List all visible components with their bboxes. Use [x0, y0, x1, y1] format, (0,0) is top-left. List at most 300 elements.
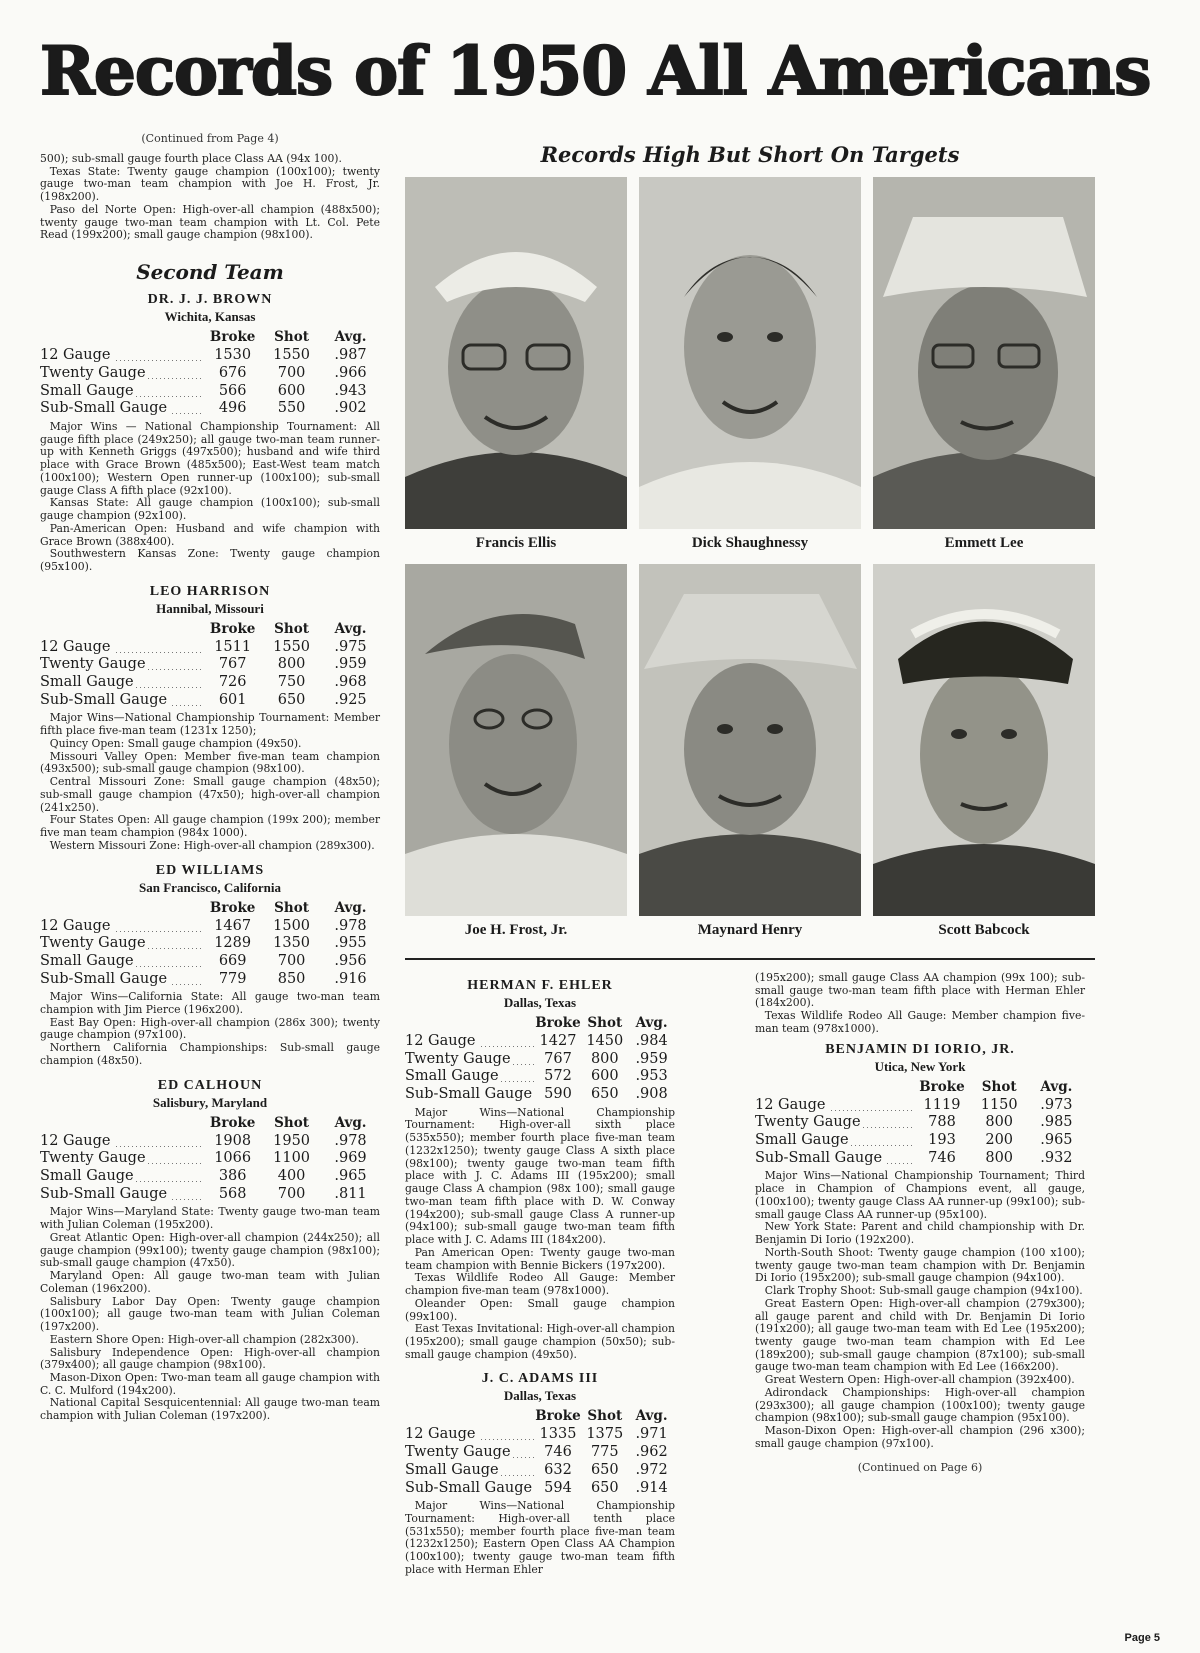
broke-header: Broke — [209, 620, 256, 637]
stats-table — [405, 1408, 675, 1497]
photo-card — [405, 177, 627, 558]
record-paragraph: Northern California Championships: Sub-small gauge champion (48x50). — [40, 1041, 380, 1067]
shooter-record-adams — [405, 1371, 675, 1576]
gauge-label: Sub-Small Gauge — [40, 400, 168, 417]
gauge-header — [405, 1015, 535, 1033]
shot-header: Shot — [274, 1114, 309, 1131]
intro-paragraph: Texas State: Twenty gauge champion (100x100); twenty gauge two-man team champion with Joe H. Frost, Jr. (198x200). — [40, 164, 380, 204]
gauge-cell — [40, 400, 203, 418]
shot-cell: 775 — [590, 1444, 619, 1461]
gauge-cell — [40, 1168, 203, 1186]
avg-cell: .959 — [334, 656, 367, 673]
record-paragraph: Texas Wildlife Rodeo All Gauge: Member champion five-man team (978x1000). — [405, 1271, 675, 1298]
broke-cell: 193 — [928, 1132, 956, 1149]
gauge-label: Twenty Gauge — [405, 1444, 511, 1461]
stats-header-row — [40, 621, 380, 639]
record-paragraph: Great Western Open: High-over-all champion (392x400). — [764, 1373, 1075, 1387]
record-paragraph: Central Missouri Zone: Small gauge champion (48x50); sub-small gauge champion (47x50); high-over-all champion (241x250). — [40, 775, 380, 814]
shooter-location: Wichita, Kansas — [164, 309, 256, 325]
portrait-illustration — [405, 177, 627, 529]
broke-header: Broke — [535, 1015, 581, 1031]
shot-cell: 650 — [277, 691, 306, 708]
gauge-label: Sub-Small Gauge — [755, 1149, 883, 1166]
photo-card — [405, 564, 627, 945]
shot-cell: 1375 — [586, 1426, 624, 1443]
portrait-photo — [873, 177, 1095, 529]
page-number: Page 5 — [1124, 1632, 1160, 1644]
stats-row — [40, 656, 380, 674]
stats-row — [40, 639, 380, 657]
gauge-cell — [40, 692, 203, 710]
gauge-cell — [40, 1133, 203, 1151]
gauge-label: Small Gauge — [405, 1068, 499, 1085]
avg-cell: .943 — [334, 382, 367, 399]
bottom-middle-column — [405, 972, 675, 1587]
broke-cell: 779 — [218, 970, 247, 987]
gauge-cell — [405, 1033, 535, 1051]
gauge-label: Twenty Gauge — [40, 656, 146, 673]
shooter-location: Salisbury, Maryland — [152, 1094, 268, 1110]
gauge-header — [405, 1408, 535, 1426]
photo-caption: Dick Shaughnessy — [691, 535, 809, 551]
stats-row — [40, 383, 380, 401]
avg-cell: .987 — [334, 347, 367, 364]
photo-caption: Francis Ellis — [475, 535, 557, 551]
record-paragraph: Eastern Shore Open: High-over-all champion (282x300). — [49, 1332, 359, 1346]
shooter-name: ED CALHOUN — [157, 1077, 263, 1093]
record-paragraph: Major Wins—California State: All gauge two-man team champion with Jim Pierce (196x200). — [40, 990, 380, 1017]
portrait-illustration — [405, 564, 627, 916]
broke-cell: 601 — [218, 691, 247, 708]
gauge-cell — [405, 1480, 535, 1498]
record-paragraph: New York State: Parent and child championship with Dr. Benjamin Di Iorio (192x200). — [755, 1220, 1085, 1247]
stats-row — [40, 971, 380, 989]
stats-header-row — [405, 1408, 675, 1426]
photo-caption: Emmett Lee — [944, 535, 1024, 551]
avg-cell: .962 — [635, 1444, 668, 1461]
shot-cell: 800 — [985, 1114, 1014, 1131]
stats-header-row — [40, 1115, 380, 1133]
shooter-record-diorio — [755, 1042, 1085, 1451]
stats-row — [755, 1132, 1085, 1150]
shot-cell: 800 — [985, 1149, 1014, 1166]
shot-cell: 700 — [277, 364, 306, 381]
shooter-name: J. C. ADAMS III — [481, 1371, 599, 1387]
photo-card — [873, 177, 1095, 558]
shot-cell: 650 — [590, 1461, 619, 1478]
gauge-cell — [40, 953, 203, 971]
record-paragraph: Great Eastern Open: High-over-all champion (279x300); all gauge parent and child with Dr. Benjamin Di Iorio (191x200); all gauge two-man team with Ed Lee (195x200); twenty gauge two-man team champion with Ed Lee (189x200); sub-small gauge champion (87x100); sub-small gauge two-man team champion with Ed Lee (166x200). — [755, 1296, 1085, 1374]
gauge-label: Small Gauge — [40, 674, 134, 691]
shot-cell: 1100 — [273, 1150, 311, 1167]
photo-section-title: Records High But Short On Targets — [540, 142, 960, 167]
intro-paragraph: 500); sub-small gauge fourth place Class AA (94x 100). — [40, 152, 342, 165]
portrait-illustration — [639, 564, 861, 916]
record-paragraph: Great Atlantic Open: High-over-all champion (244x250); all gauge champion (99x100); twenty gauge champion (98x100); sub-small gauge champion (47x50). — [40, 1230, 380, 1270]
broke-cell: 676 — [218, 364, 247, 381]
gauge-label: Twenty Gauge — [40, 1150, 146, 1167]
broke-cell: 590 — [544, 1086, 572, 1103]
shot-cell: 850 — [277, 970, 306, 987]
avg-cell: .969 — [334, 1150, 367, 1167]
broke-header: Broke — [209, 899, 256, 916]
gauge-label: Sub-Small Gauge — [405, 1479, 533, 1496]
photo-caption: Joe H. Frost, Jr. — [464, 922, 568, 938]
shooter-location: San Francisco, California — [139, 879, 281, 895]
stats-row — [755, 1097, 1085, 1115]
record-paragraph: Pan-American Open: Husband and wife champion with Grace Brown (388x400). — [40, 521, 380, 548]
avg-cell: .811 — [334, 1185, 367, 1202]
broke-cell: 1467 — [214, 917, 252, 934]
shooter-location: Utica, New York — [874, 1058, 966, 1074]
broke-cell: 1066 — [214, 1150, 252, 1167]
shot-cell: 750 — [277, 674, 306, 691]
broke-cell: 566 — [218, 382, 247, 399]
broke-cell: 767 — [544, 1050, 572, 1067]
stats-header-row — [40, 900, 380, 918]
gauge-label: 12 Gauge — [405, 1426, 476, 1443]
stats-table — [755, 1079, 1085, 1168]
broke-cell: 572 — [544, 1068, 572, 1085]
photo-card — [639, 177, 861, 558]
avg-cell: .975 — [334, 638, 367, 655]
photo-card — [639, 564, 861, 945]
broke-cell: 496 — [218, 400, 247, 417]
gauge-label: Sub-Small Gauge — [40, 691, 168, 708]
avg-cell: .978 — [334, 1132, 367, 1149]
record-paragraph: East Texas Invitational: High-over-all champion (195x200); small gauge champion (50x50); sub-small gauge champion (49x50). — [405, 1322, 675, 1361]
portrait-illustration — [639, 177, 861, 529]
avg-cell: .978 — [334, 917, 367, 934]
stats-table — [40, 329, 380, 418]
broke-cell: 386 — [218, 1168, 247, 1185]
photo-caption: Scott Babcock — [938, 922, 1030, 938]
record-paragraph: Quincy Open: Small gauge champion (49x50). — [49, 736, 302, 750]
gauge-label: Small Gauge — [40, 382, 134, 399]
gauge-cell — [40, 1186, 203, 1204]
shot-cell: 600 — [590, 1068, 619, 1085]
gauge-label: Twenty Gauge — [405, 1050, 511, 1067]
broke-cell: 746 — [544, 1444, 572, 1461]
gauge-cell — [40, 383, 203, 401]
stats-row — [405, 1444, 675, 1462]
stats-row — [40, 1150, 380, 1168]
gauge-header — [40, 1115, 203, 1133]
shooter-record-brown — [40, 292, 380, 574]
shot-cell: 700 — [277, 1185, 306, 1202]
gauge-label: 12 Gauge — [405, 1033, 476, 1049]
shooter-record-harrison — [40, 584, 380, 853]
record-paragraph: Kansas State: All gauge champion (100x100); sub-small gauge champion (92x100). — [40, 496, 380, 523]
record-paragraph: Four States Open: All gauge champion (199x 200); member five man team champion (984x 1000). — [40, 813, 380, 840]
gauge-header — [40, 329, 203, 347]
shooter-record-calhoun — [40, 1078, 380, 1423]
avg-header: Avg. — [334, 1114, 367, 1131]
gauge-cell — [40, 656, 203, 674]
page-title: Records of 1950 All Americans — [40, 32, 1151, 110]
record-paragraph: Major Wins—Maryland State: Twenty gauge two-man team with Julian Coleman (195x200). — [40, 1205, 380, 1232]
section-heading: Second Team — [136, 260, 284, 285]
shot-cell: 800 — [590, 1050, 619, 1067]
gauge-label: Twenty Gauge — [40, 364, 146, 381]
stats-row — [405, 1051, 675, 1069]
shot-cell: 650 — [590, 1086, 619, 1103]
record-paragraph: Salisbury Labor Day Open: Twenty gauge champion (100x100); all gauge two-man team with Julian Coleman (197x200). — [40, 1294, 380, 1334]
gauge-cell — [40, 347, 203, 365]
stats-header-row — [755, 1079, 1085, 1097]
avg-cell: .972 — [635, 1461, 668, 1478]
shot-cell: 400 — [277, 1168, 306, 1185]
section-divider — [405, 958, 1095, 960]
gauge-label: 12 Gauge — [755, 1096, 826, 1113]
broke-cell: 669 — [218, 952, 247, 969]
stats-table — [405, 1015, 675, 1104]
avg-cell: .965 — [334, 1168, 367, 1185]
gauge-label: Sub-Small Gauge — [40, 1185, 168, 1202]
shooter-name: LEO HARRISON — [149, 583, 271, 599]
broke-cell: 1908 — [214, 1132, 252, 1149]
broke-cell: 1119 — [923, 1096, 961, 1113]
record-paragraph: Maryland Open: All gauge two-man team with Julian Coleman (196x200). — [40, 1269, 380, 1295]
record-paragraph: Major Wins — National Championship Tournament: All gauge fifth place (249x250); all gauge two-man team runner-up with Kenneth Griggs (497x500); husband and wife third place with Grace Brown (485x500); East-West team match (100x100); Western Open runner-up (100x100); sub-small gauge Class A fifth place (92x100). — [40, 419, 380, 497]
stats-header-row — [405, 1015, 675, 1033]
shot-header: Shot — [274, 620, 309, 637]
shot-cell: 1550 — [273, 638, 311, 655]
portrait-illustration — [873, 177, 1095, 529]
record-paragraph: North-South Shoot: Twenty gauge champion (100 x100); twenty gauge two-man team champion with Dr. Benjamin Di Iorio (195x200); sub-small gauge champion (94x100). — [755, 1245, 1085, 1285]
gauge-cell — [40, 639, 203, 657]
gauge-label: Sub-Small Gauge — [40, 970, 168, 987]
stats-row — [405, 1426, 675, 1444]
stats-row — [405, 1033, 675, 1051]
record-paragraph: National Capital Sesquicentennial: All gauge two-man team champion with Julian Coleman (197x200). — [40, 1396, 380, 1423]
broke-cell: 568 — [218, 1185, 247, 1202]
gauge-label: 12 Gauge — [40, 638, 111, 655]
broke-cell: 1289 — [214, 935, 252, 952]
avg-cell: .959 — [635, 1050, 668, 1067]
record-paragraph: Missouri Valley Open: Member five-man team champion (493x500); sub-small gauge champion (98x100). — [40, 749, 380, 776]
gauge-cell — [755, 1150, 913, 1168]
stats-row — [40, 1133, 380, 1151]
stats-row — [40, 918, 380, 936]
gauge-cell — [40, 674, 203, 692]
gauge-cell — [405, 1051, 535, 1069]
gauge-cell — [405, 1068, 535, 1086]
left-column — [40, 132, 380, 1433]
shot-cell: 700 — [277, 952, 306, 969]
avg-cell: .932 — [1040, 1149, 1073, 1166]
shot-cell: 200 — [985, 1132, 1014, 1149]
stats-row — [40, 1186, 380, 1204]
broke-cell: 746 — [928, 1149, 956, 1166]
shot-cell: 1500 — [273, 917, 311, 934]
gauge-cell — [40, 1150, 203, 1168]
shooter-location: Hannibal, Missouri — [156, 600, 264, 616]
avg-header: Avg. — [635, 1408, 668, 1425]
shot-cell: 1550 — [273, 347, 311, 364]
avg-cell: .984 — [635, 1033, 668, 1049]
shooter-location: Dallas, Texas — [503, 995, 577, 1010]
gauge-cell — [405, 1444, 535, 1462]
stats-row — [40, 953, 380, 971]
broke-header: Broke — [919, 1078, 965, 1095]
broke-cell: 594 — [544, 1479, 572, 1496]
continued-on-note: (Continued on Page 6) — [857, 1460, 983, 1474]
shot-cell: 800 — [277, 656, 306, 673]
broke-header: Broke — [535, 1408, 581, 1425]
broke-cell: 726 — [218, 674, 247, 691]
stats-row — [40, 347, 380, 365]
gauge-label: 12 Gauge — [40, 1132, 111, 1149]
gauge-label: Sub-Small Gauge — [405, 1086, 533, 1103]
shot-cell: 650 — [590, 1479, 619, 1496]
avg-cell: .971 — [635, 1426, 668, 1443]
shot-cell: 600 — [277, 382, 306, 399]
avg-cell: .968 — [334, 674, 367, 691]
gauge-cell — [405, 1086, 535, 1104]
shot-cell: 550 — [277, 400, 306, 417]
broke-header: Broke — [209, 329, 256, 346]
record-paragraph: Western Missouri Zone: High-over-all champion (289x300). — [49, 838, 375, 852]
gauge-label: Twenty Gauge — [755, 1114, 861, 1131]
broke-cell: 1511 — [214, 638, 252, 655]
photo-section — [405, 142, 1095, 945]
shooter-name: DR. J. J. BROWN — [147, 292, 273, 308]
record-paragraph: East Bay Open: High-over-all champion (286x 300); twenty gauge champion (97x100). — [40, 1015, 380, 1042]
portrait-photo — [405, 177, 627, 529]
avg-cell: .925 — [334, 691, 367, 708]
avg-header: Avg. — [635, 1015, 668, 1031]
gauge-header — [755, 1079, 913, 1097]
stats-row — [40, 692, 380, 710]
broke-cell: 788 — [928, 1114, 956, 1131]
broke-cell: 767 — [218, 656, 247, 673]
continuation-paragraph: Texas Wildlife Rodeo All Gauge: Member champion five-man team (978x1000). — [755, 1009, 1085, 1035]
shooter-name: ED WILLIAMS — [155, 862, 265, 878]
stats-table — [40, 1115, 380, 1204]
gauge-header — [40, 621, 203, 639]
avg-cell: .966 — [334, 364, 367, 381]
gauge-cell — [755, 1132, 913, 1150]
avg-header: Avg. — [334, 620, 367, 637]
continued-from-note: (Continued from Page 4) — [141, 132, 279, 145]
gauge-cell — [755, 1114, 913, 1132]
stats-table — [40, 621, 380, 710]
stats-row — [40, 400, 380, 418]
avg-cell: .985 — [1040, 1114, 1073, 1131]
gauge-label: Twenty Gauge — [40, 935, 146, 952]
gauge-label: Small Gauge — [755, 1132, 849, 1149]
broke-header: Broke — [209, 1114, 256, 1131]
record-paragraph: Pan American Open: Twenty gauge two-man team champion with Bennie Bickers (197x200). — [405, 1245, 675, 1272]
gauge-label: Small Gauge — [405, 1461, 499, 1478]
avg-header: Avg. — [334, 329, 367, 346]
stats-table — [40, 900, 380, 989]
stats-row — [755, 1114, 1085, 1132]
intro-paragraph: Paso del Norte Open: High-over-all champion (488x500); twenty gauge two-man team champion with Lt. Col. Pete Read (199x200); small gauge champion (98x100). — [40, 202, 380, 242]
record-paragraph: Adirondack Championships: High-over-all champion (293x300); all gauge champion (100x100); twenty gauge champion (98x100); sub-small gauge champion (95x100). — [755, 1385, 1085, 1425]
portrait-photo — [639, 177, 861, 529]
stats-row — [40, 1168, 380, 1186]
shot-cell: 1450 — [586, 1033, 624, 1049]
shooter-location: Dallas, Texas — [503, 1388, 577, 1404]
stats-row — [405, 1086, 675, 1104]
avg-cell: .956 — [334, 952, 367, 969]
record-paragraph: Major Wins—National Championship Tournament: Member fifth place five-man team (1231x 1250); — [40, 711, 380, 738]
photo-card — [873, 564, 1095, 945]
gauge-cell — [405, 1426, 535, 1444]
bottom-right-column — [755, 972, 1085, 1474]
shot-cell: 1950 — [273, 1132, 311, 1149]
gauge-cell — [40, 918, 203, 936]
record-paragraph: Major Wins—National Championship Tournament: High-over-all sixth place (535x550); member fourth place five-man team (1232x1250); twenty gauge Class A sixth place (98x100); twenty gauge two-man team fifth place with J. C. Adams III (195x200); small gauge Class A champion (98x 100); small gauge two-man team fifth place with D. W. Conway (194x200); sub-small gauge Class A runner-up (94x100); sub-small gauge two-man team fifth place with J. C. Adams III (184x200). — [405, 1105, 675, 1247]
stats-row — [405, 1068, 675, 1086]
record-paragraph: Southwestern Kansas Zone: Twenty gauge champion (95x100). — [40, 547, 380, 573]
gauge-cell — [40, 365, 203, 383]
gauge-label: Small Gauge — [40, 952, 134, 969]
stats-row — [40, 674, 380, 692]
stats-row — [40, 935, 380, 953]
stats-row — [755, 1150, 1085, 1168]
gauge-cell — [405, 1462, 535, 1480]
gauge-cell — [40, 971, 203, 989]
photo-grid — [405, 177, 1095, 945]
stats-row — [405, 1462, 675, 1480]
shot-cell: 1150 — [980, 1096, 1018, 1113]
shot-header: Shot — [274, 329, 309, 346]
record-paragraph: Major Wins—National Championship Tournament; Third place in Champion of Champions event, all gauge, (100x100); twenty gauge Class AA runner-up (99x100); sub-small gauge Class AA runner-up (95x100). — [755, 1169, 1085, 1221]
photo-caption: Maynard Henry — [697, 922, 803, 938]
portrait-photo — [639, 564, 861, 916]
gauge-label: 12 Gauge — [40, 347, 111, 364]
shooter-name: HERMAN F. EHLER — [467, 978, 613, 993]
avg-cell: .955 — [334, 935, 367, 952]
avg-cell: .902 — [334, 400, 367, 417]
gauge-cell — [755, 1097, 913, 1115]
broke-cell: 1427 — [539, 1033, 577, 1049]
record-paragraph: Clark Trophy Shoot: Sub-small gauge champion (94x100). — [764, 1284, 1083, 1298]
shooter-name: BENJAMIN DI IORIO, JR. — [825, 1041, 1015, 1057]
shot-header: Shot — [587, 1408, 623, 1425]
continuation-paragraph: (195x200); small gauge Class AA champion (99x 100); sub-small gauge two-man team fifth place with Herman Ehler (184x200). — [755, 971, 1085, 1010]
record-paragraph: Oleander Open: Small gauge champion (99x100). — [405, 1296, 675, 1323]
portrait-photo — [405, 564, 627, 916]
broke-cell: 1530 — [214, 347, 252, 364]
stats-row — [40, 365, 380, 383]
shooter-record-williams — [40, 863, 380, 1068]
shot-header: Shot — [587, 1015, 623, 1031]
stats-row — [405, 1480, 675, 1498]
gauge-label: Small Gauge — [40, 1168, 134, 1185]
record-paragraph: Major Wins—National Championship Tournament: High-over-all tenth place (531x550); member fourth place five-man team (1232x1250); Eastern Open Class AA Champion (100x100); twenty gauge two-man team fifth place with Herman Ehler — [405, 1499, 675, 1576]
avg-header: Avg. — [1040, 1078, 1073, 1095]
record-paragraph: Mason-Dixon Open: Two-man team all gauge champion with C. C. Mulford (194x200). — [40, 1370, 380, 1397]
avg-cell: .965 — [1040, 1132, 1073, 1149]
shot-header: Shot — [274, 899, 309, 916]
portrait-photo — [873, 564, 1095, 916]
avg-header: Avg. — [334, 899, 367, 916]
broke-cell: 1335 — [539, 1426, 577, 1443]
record-paragraph: Mason-Dixon Open: High-over-all champion (296 x300); small gauge champion (97x100). — [755, 1424, 1085, 1450]
gauge-header — [40, 900, 203, 918]
gauge-label: 12 Gauge — [40, 917, 111, 934]
avg-cell: .953 — [635, 1068, 668, 1085]
avg-cell: .973 — [1040, 1096, 1073, 1113]
avg-cell: .914 — [635, 1479, 668, 1496]
shot-cell: 1350 — [273, 935, 311, 952]
avg-cell: .908 — [635, 1086, 668, 1103]
shot-header: Shot — [981, 1078, 1017, 1095]
